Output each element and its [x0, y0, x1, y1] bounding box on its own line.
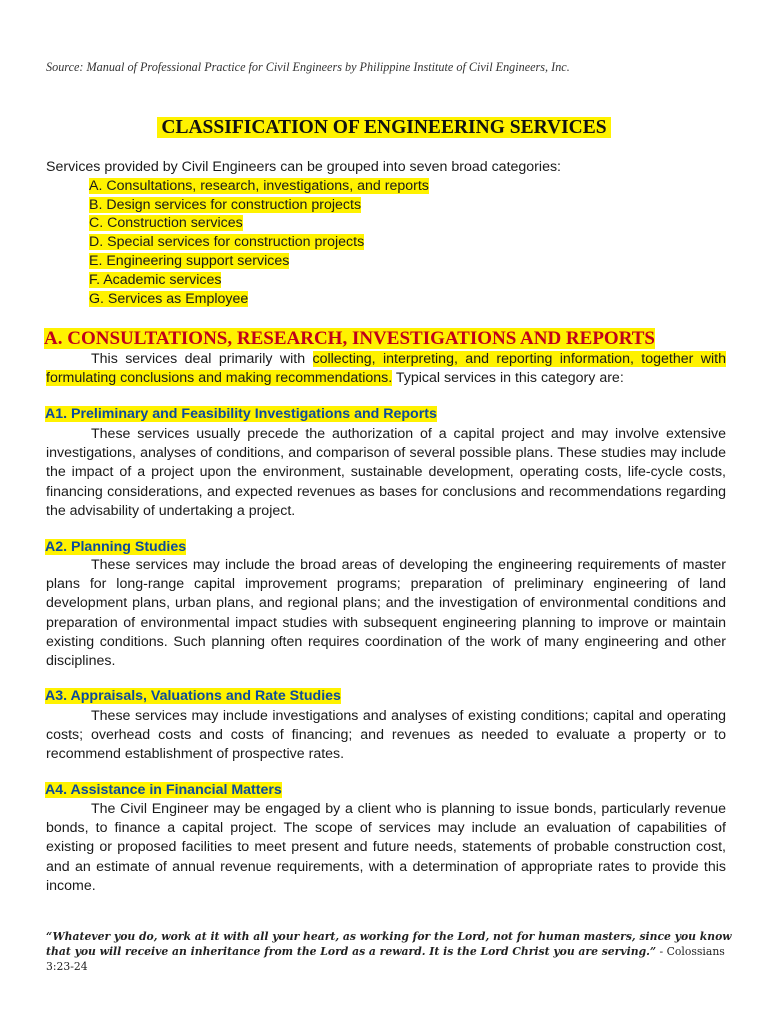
lead-text-after: Typical services in this category are:: [392, 370, 624, 387]
category-list: [46, 177, 726, 309]
section-a-heading-text: A. CONSULTATIONS, RESEARCH, INVESTIGATIONS AND REPORTS: [44, 328, 655, 349]
category-d: D. Special services for construction projects: [89, 234, 365, 251]
title-container: [0, 117, 768, 139]
list-item: [89, 196, 726, 215]
lead-text-highlight: collecting, interpreting, and reporting information, together with formulating conclusions and making recommendations.: [46, 351, 726, 387]
section-a-heading: [44, 328, 655, 350]
subsection-a2-title: A2. Planning Studies: [45, 539, 187, 555]
section-a-lead: [46, 350, 726, 388]
subsection-a4-paragraph: The Civil Engineer may be engaged by a client who is planning to issue bonds, particularly revenue bonds, to finance a capital project. The scope of services may include an evaluation of capabilities of existing or proposed facilities to meet present and future needs, statements of probable construction cost, and an estimate of annual revenue requirements, with a determination of appropriate rates to provide this income.: [46, 801, 726, 894]
category-g: G. Services as Employee: [89, 290, 249, 307]
list-item: [89, 252, 726, 271]
list-item: [89, 233, 726, 252]
subsection-a1-title: A1. Preliminary and Feasibility Investigations and Reports: [45, 406, 437, 422]
quote-reference: - Colossians 3:23-24: [46, 945, 725, 973]
subsection-a2-heading: [45, 539, 186, 555]
subsection-a3-paragraph: These services may include investigations and analyses of existing conditions; capital and operating costs; overhead costs and costs of financing; and revenues as needed to evaluate a property or to recommend establishment of prospective rates.: [46, 708, 726, 763]
list-item: [89, 271, 726, 290]
subsection-a1-heading: [45, 406, 437, 422]
intro-text: Services provided by Civil Engineers can be grouped into seven broad categories:: [46, 159, 561, 175]
list-item: [89, 290, 726, 309]
subsection-a4-body: [46, 800, 726, 896]
list-item: [89, 214, 726, 233]
subsection-a1-body: [46, 425, 726, 521]
page-title: CLASSIFICATION OF ENGINEERING SERVICES: [157, 117, 610, 138]
category-f: F. Academic services: [89, 271, 222, 288]
quote-text: “Whatever you do, work at it with all your heart, as working for the Lord, not for human masters, since you know that you will receive an inheritance from the Lord as a reward. It is the Lord Christ you are serving.”: [46, 930, 732, 958]
subsection-a3-body: [46, 707, 726, 765]
subsection-a4-title: A4. Assistance in Financial Matters: [45, 782, 282, 798]
subsection-a4-heading: [45, 782, 282, 798]
list-item: [89, 177, 726, 196]
category-c: C. Construction services: [89, 215, 243, 232]
footer-quote: [46, 929, 736, 974]
subsection-a3-title: A3. Appraisals, Valuations and Rate Studies: [45, 688, 341, 704]
category-a: A. Consultations, research, investigations, and reports: [89, 177, 429, 194]
category-b: B. Design services for construction projects: [89, 196, 362, 213]
source-citation: Source: Manual of Professional Practice for Civil Engineers by Philippine Institute of Civil Engineers, Inc.: [46, 60, 570, 74]
section-a-lead-paragraph: [46, 350, 726, 388]
category-e: E. Engineering support services: [89, 252, 290, 269]
subsection-a2-body: [46, 556, 726, 671]
subsection-a3-heading: [45, 688, 341, 704]
intro-section: [46, 158, 726, 308]
subsection-a2-paragraph: These services may include the broad areas of developing the engineering requirements of master plans for long-range capital improvement programs; preparation of preliminary engineering of land development plans, urban plans, and regional plans; and the investigation of environmental conditions and preparation of environmental impact studies with subsequent engineering planning to improve or maintain existing conditions. Such planning often requires coordination of the work of many engineering and other disciplines.: [46, 557, 726, 670]
lead-text-before: This services deal primarily with: [91, 351, 313, 367]
subsection-a1-paragraph: These services usually precede the authorization of a capital project and may involve extensive investigations, analyses of conditions, and comparison of several possible plans. These studies may include the impact of a project upon the environment, sustainable development, operating costs, life-cycle costs, financing considerations, and expected revenues as bases for conclusions and recommendations regarding the advisability of undertaking a project.: [46, 426, 726, 519]
